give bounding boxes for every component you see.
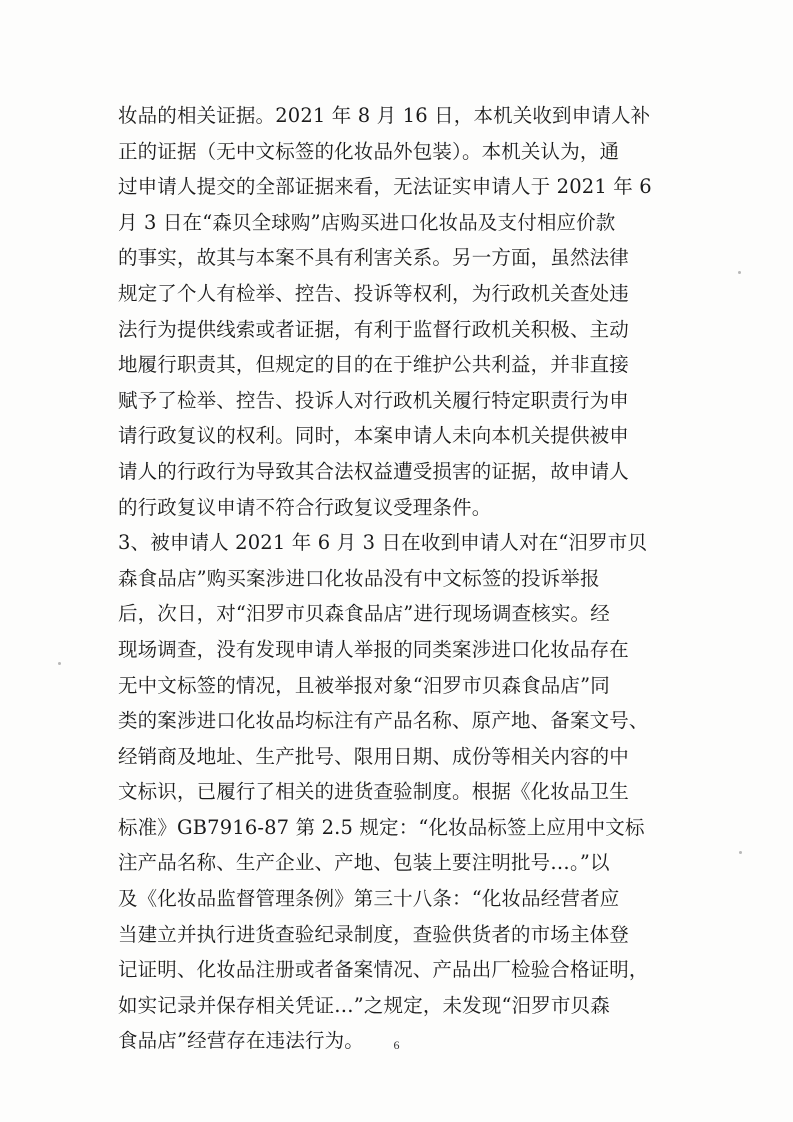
text-line-25: 记证明、化妆品注册或者备案情况、产品出厂检验合格证明，: [118, 958, 649, 982]
text-line-18: 类的案涉进口化妆品均标注有产品名称、原产地、备案文号、: [118, 709, 649, 733]
text-line-3: 过申请人提交的全部证据来看，无法证实申请人于 2021 年 6: [118, 175, 652, 199]
text-line-24: 当建立并执行进货查验纪录制度，查验供货者的市场主体登: [118, 922, 629, 946]
text-line-1: 妆品的相关证据。2021 年 8 月 16 日，本机关收到申请人补: [118, 104, 651, 127]
text-line-26: 如实记录并保存相关凭证…”之规定，未发现“汨罗市贝森: [118, 993, 610, 1017]
text-line-11: 请人的行政行为导致其合法权益遭受损害的证据，故申请人: [118, 459, 629, 483]
text-line-15: 后，次日，对“汨罗市贝森食品店”进行现场调查核实。经: [118, 602, 610, 626]
text-line-5: 的事实，故其与本案不具有利害关系。另一方面，虽然法律: [118, 246, 629, 270]
text-line-6: 规定了个人有检举、控告、投诉等权利，为行政机关查处违: [118, 281, 629, 305]
body-text: [118, 98, 678, 1059]
text-line-16: 现场调查，没有发现申请人举报的同类案涉进口化妆品存在: [118, 637, 629, 661]
text-line-13: 3、被申请人 2021 年 6 月 3 日在收到申请人对在“汨罗市贝: [118, 531, 648, 555]
text-line-8: 地履行职责其，但规定的目的在于维护公共利益，并非直接: [118, 353, 629, 377]
text-line-4: 月 3 日在“森贝全球购”店购买进口化妆品及支付相应价款: [118, 210, 616, 234]
text-line-27: 食品店”经营存在违法行为。: [118, 1029, 364, 1053]
text-line-17: 无中文标签的情况，且被举报对象“汨罗市贝森食品店”同: [118, 673, 610, 697]
text-line-20: 文标识，已履行了相关的进货查验制度。根据《化妆品卫生: [118, 780, 629, 804]
text-line-10: 请行政复议的权利。同时，本案申请人未向本机关提供被申: [118, 424, 629, 448]
text-line-7: 法行为提供线索或者证据，有利于监督行政机关积极、主动: [118, 317, 629, 341]
scan-speck: [738, 271, 741, 274]
scan-speck: [58, 662, 61, 665]
text-line-21: 标准》GB7916-87 第 2.5 规定：“化妆品标签上应用中文标: [118, 815, 645, 839]
page-number: 6: [393, 1038, 400, 1052]
text-line-19: 经销商及地址、生产批号、限用日期、成份等相关内容的中: [118, 744, 629, 768]
text-line-14: 森食品店”购买案涉进口化妆品没有中文标签的投诉举报: [118, 566, 600, 590]
text-line-2: 正的证据（无中文标签的化妆品外包装）。本机关认为，通: [118, 139, 620, 163]
text-line-22: 注产品名称、生产企业、产地、包装上要注明批号…。”以: [118, 851, 610, 875]
scan-speck: [739, 851, 742, 854]
text-line-9: 赋予了检举、控告、投诉人对行政机关履行特定职责行为申: [118, 388, 629, 412]
text-line-12: 的行政复议申请不符合行政复议受理条件。: [118, 495, 492, 519]
text-line-23: 及《化妆品监督管理条例》第三十八条：“化妆品经营者应: [118, 887, 620, 911]
